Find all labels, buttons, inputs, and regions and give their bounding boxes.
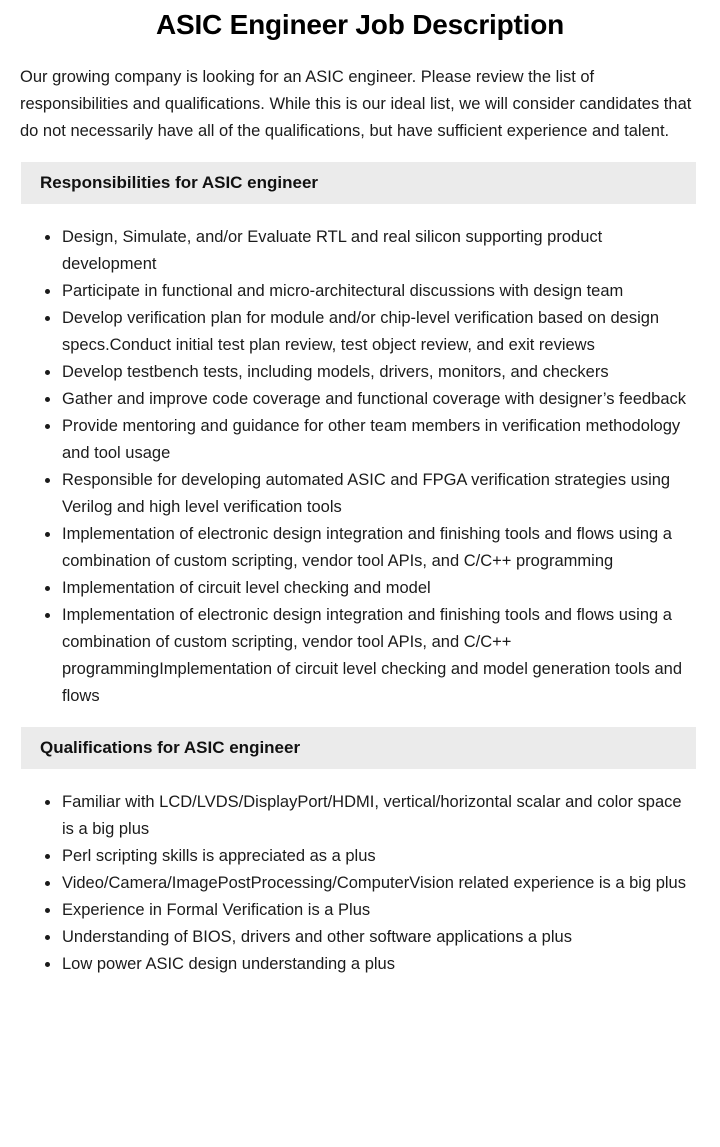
section-header-qualifications-label: Qualifications for ASIC engineer <box>40 738 301 757</box>
intro-paragraph: Our growing company is looking for an ASIC engineer. Please review the list of responsibilities and qualifications. While this is our ideal list, we will consider candidates that do not necessarily have all of the qualifications, but have sufficient experience and talent. <box>20 68 692 140</box>
list-item: • Develop testbench tests, including models, drivers, monitors, and checkers <box>61 359 696 386</box>
section-header-responsibilities-label: Responsibilities for ASIC engineer <box>40 173 319 192</box>
list-item: • Develop verification plan for module and/or chip-level verification based on design specs.Conduct initial test plan review, test object review, and exit reviews <box>61 305 696 359</box>
list-item: • Participate in functional and micro-architectural discussions with design team <box>61 278 696 305</box>
page-title: ASIC Engineer Job Description <box>155 9 565 40</box>
list-item: • Responsible for developing automated ASIC and FPGA verification strategies using Verilog and high level verification tools <box>61 467 696 521</box>
list-item: • Low power ASIC design understanding a plus <box>61 951 696 978</box>
list-item: • Perl scripting skills is appreciated as a plus <box>61 843 696 870</box>
list-item: • Experience in Formal Verification is a Plus <box>61 897 696 924</box>
section-header-qualifications <box>21 727 696 769</box>
list-item: • Design, Simulate, and/or Evaluate RTL and real silicon supporting product development <box>61 224 696 278</box>
list-item: • Provide mentoring and guidance for other team members in verification methodology and tool usage <box>61 413 696 467</box>
list-item: • Understanding of BIOS, drivers and other software applications a plus <box>61 924 696 951</box>
list-item: • Gather and improve code coverage and functional coverage with designer’s feedback <box>61 386 696 413</box>
list-item: • Implementation of electronic design integration and finishing tools and flows using a combination of custom scripting, vendor tool APIs, and C/C++ programming <box>61 521 696 575</box>
qualifications-list <box>0 789 696 978</box>
job-description-page <box>0 9 720 978</box>
list-item: • Implementation of electronic design integration and finishing tools and flows using a combination of custom scripting, vendor tool APIs, and C/C++ programmingImplementation of circuit level checking and model generation tools and flows <box>61 602 696 710</box>
list-item: • Familiar with LCD/LVDS/DisplayPort/HDMI, vertical/horizontal scalar and color space is a big plus <box>61 789 696 843</box>
list-item: • Implementation of circuit level checking and model <box>61 575 696 602</box>
section-header-responsibilities <box>21 162 696 204</box>
responsibilities-list <box>0 224 696 710</box>
list-item: • Video/Camera/ImagePostProcessing/ComputerVision related experience is a big plus <box>61 870 696 897</box>
